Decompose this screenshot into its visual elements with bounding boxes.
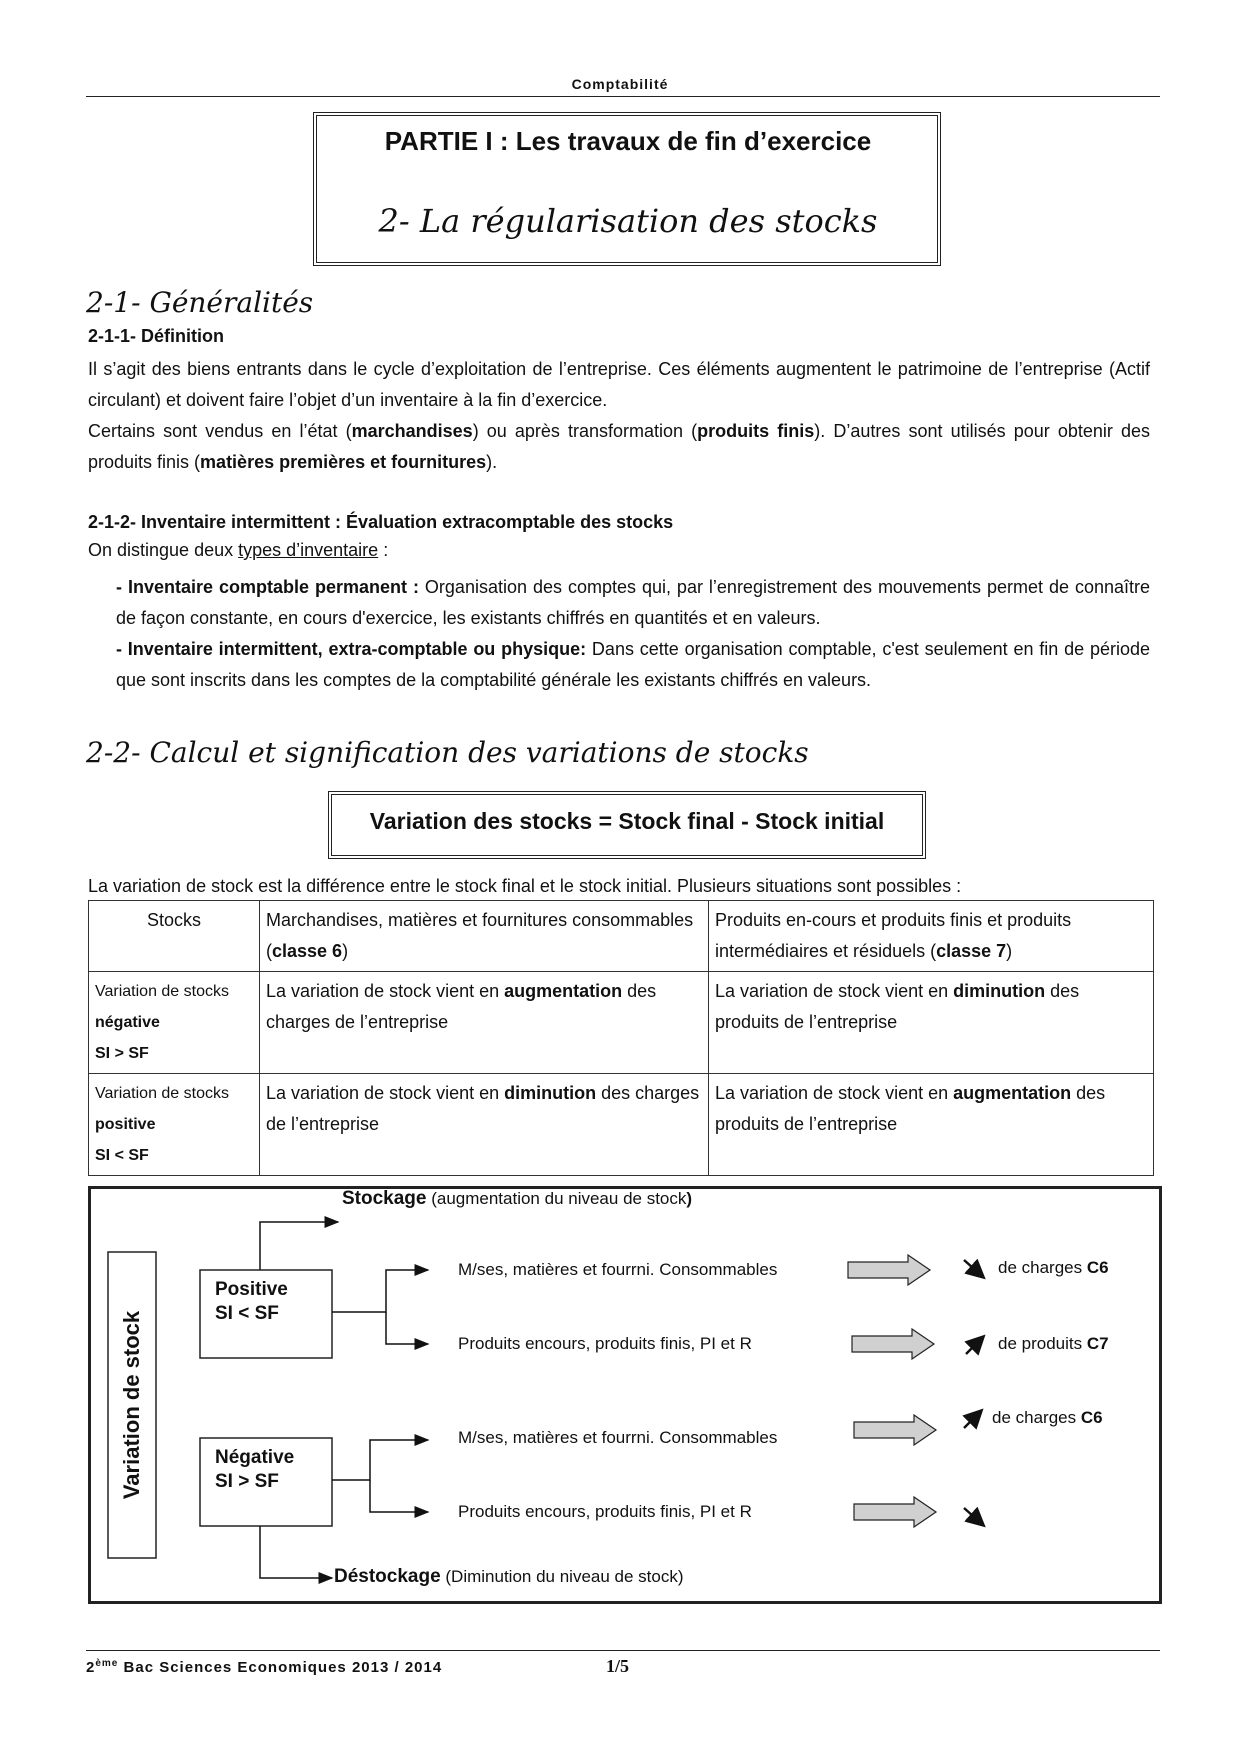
destockage-label: Déstockage (Diminution du niveau de stock) — [334, 1566, 684, 1587]
page-header-title: Comptabilité — [571, 76, 669, 92]
table-header-class6: Marchandises, matières et fournitures consommables (classe 6) — [260, 901, 709, 972]
definition-heading: 2-1-1- Définition — [88, 326, 225, 346]
footer-level: 2ème Bac Sciences Economiques 2013 / 2014 — [86, 1658, 443, 1676]
stockage-arrow — [260, 1222, 338, 1270]
inventory-heading: 2-1-2- Inventaire intermittent : Évaluation extracomptable des stocks — [88, 512, 674, 532]
table-header-class7: Produits en-cours et produits finis et produits intermédiaires et résiduels (classe 7) — [709, 901, 1154, 972]
part-title: PARTIE I : Les travaux de fin d’exercice — [384, 126, 872, 156]
result-charges-c6-negative: de charges C6 — [992, 1408, 1103, 1427]
positive-label: Positive SI < SF — [215, 1279, 288, 1324]
up-arrow-icon — [966, 1338, 982, 1354]
negative-label: Négative SI > SF — [215, 1447, 295, 1492]
section-heading-2-2: 2-2- Calcul et signification des variations de stocks — [86, 736, 809, 769]
result-charges-c6: de charges C6 — [998, 1258, 1109, 1277]
table-header-stocks: Stocks — [89, 901, 260, 972]
block-arrow — [854, 1497, 936, 1527]
destockage-arrow — [260, 1526, 332, 1578]
down-arrow-icon — [964, 1260, 982, 1276]
block-arrow — [848, 1255, 930, 1285]
definition-paragraph-1: Il s’agit des biens entrants dans le cycle d’exploitation de l’entreprise. Ces éléments augmentent le patrimoine de l’entreprise (Actif circulant) et doivent faire l’objet d’un inventaire à la fin d’exercice. — [88, 359, 1150, 410]
up-arrow-icon — [964, 1412, 980, 1428]
inventory-intro: On distingue deux types d’inventaire : — [88, 540, 389, 560]
branch-prod-positive: Produits encours, produits finis, PI et R — [458, 1334, 752, 1353]
table-row-label: Variation de stocks positive SI < SF — [89, 1074, 260, 1176]
stockage-label: Stockage (augmentation du niveau de stock) — [342, 1188, 693, 1209]
branch-mses-positive: M/ses, matières et fourrni. Consommables — [458, 1260, 778, 1279]
section-heading-2-1: 2-1- Généralités — [86, 286, 314, 319]
inventory-item-intermittent: - Inventaire intermittent, extra-comptable ou physique: Dans cette organisation comptable, c'est seulement en fin de période que sont inscrits dans les comptes de la comptabilité générale les existants chiffrés en valeurs. — [116, 639, 1150, 690]
table-cell: La variation de stock vient en augmentation des produits de l’entreprise — [709, 1074, 1154, 1176]
vertical-label: Variation de stock — [119, 1310, 144, 1500]
table-cell: La variation de stock vient en augmentation des charges de l’entreprise — [260, 972, 709, 1074]
branch-mses-negative: M/ses, matières et fourrni. Consommables — [458, 1428, 778, 1447]
table-cell: La variation de stock vient en diminution des charges de l’entreprise — [260, 1074, 709, 1176]
variation-intro: La variation de stock est la différence entre le stock final et le stock initial. Plusieurs situations sont possibles : — [88, 876, 962, 896]
footer-rule — [86, 1650, 1160, 1651]
chapter-title: 2- La régularisation des stocks — [378, 202, 878, 240]
table-row-label: Variation de stocks négative SI > SF — [89, 972, 260, 1074]
result-produits-c7: de produits C7 — [998, 1334, 1109, 1353]
block-arrow — [852, 1329, 934, 1359]
formula-text: Variation des stocks = Stock final - Stock initial — [369, 808, 885, 834]
down-arrow-icon — [964, 1508, 982, 1524]
branch-prod-negative: Produits encours, produits finis, PI et R — [458, 1502, 752, 1521]
block-arrow — [854, 1415, 936, 1445]
definition-paragraph-2: Certains sont vendus en l’état (marchandises) ou après transformation (produits finis). D’autres sont utilisés pour obtenir des produits finis (matières premières et fournitures). — [88, 421, 1150, 472]
page-number: 1/5 — [606, 1656, 630, 1676]
table-cell: La variation de stock vient en diminution des produits de l’entreprise — [709, 972, 1154, 1074]
inventory-item-permanent: - Inventaire comptable permanent : Organisation des comptes qui, par l’enregistrement des mouvements permet de connaître de façon constante, en cours d'exercice, les existants chiffrés en quantités et en valeurs. — [116, 577, 1150, 628]
